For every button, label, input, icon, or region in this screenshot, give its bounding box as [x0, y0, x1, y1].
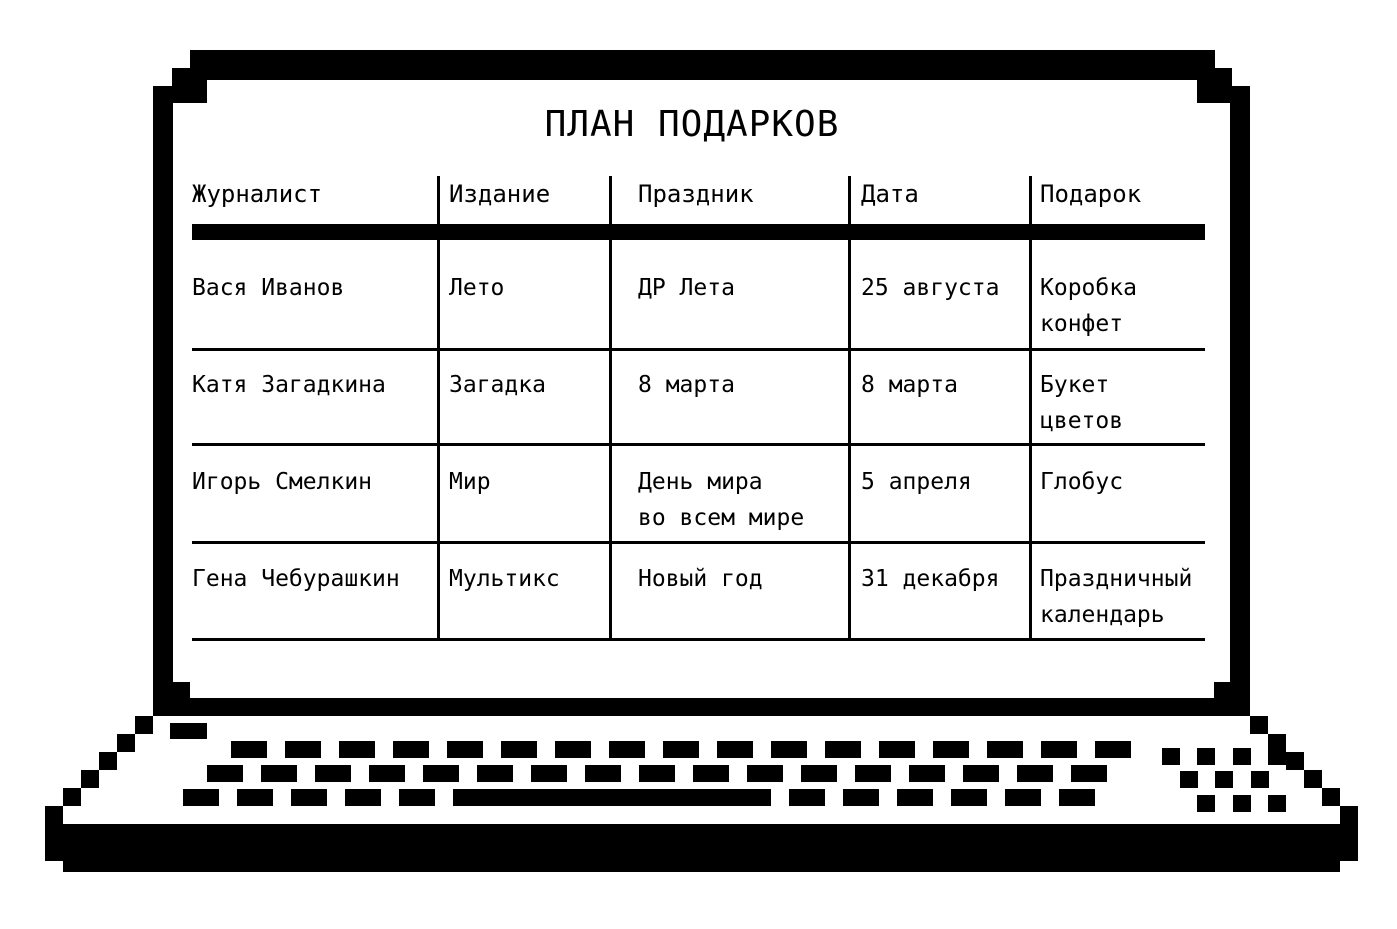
row-divider: [192, 638, 1205, 641]
deck-side-left: [45, 806, 63, 861]
table-cell: 8 марта: [638, 372, 735, 398]
table-cell: Игорь Смелкин: [192, 469, 373, 495]
row-divider: [192, 443, 1205, 446]
keyboard-key: [1017, 765, 1053, 782]
keyboard-key: [231, 741, 267, 758]
column-header: Дата: [861, 180, 919, 208]
table-cell: Глобус: [1040, 469, 1124, 495]
keyboard-key: [987, 741, 1023, 758]
keyboard-key: [1180, 771, 1198, 788]
column-header: Журналист: [192, 180, 323, 208]
table-cell: Вася Иванов: [192, 275, 345, 301]
keyboard-key: [933, 741, 969, 758]
keyboard-key: [1041, 741, 1077, 758]
page-title: ПЛАН ПОДАРКОВ: [544, 104, 840, 145]
screen-frame-corner-tr: [1197, 68, 1232, 103]
keyboard-key: [1197, 795, 1215, 812]
deck-base: [63, 824, 1340, 872]
row-divider: [192, 348, 1205, 351]
keyboard-key: [1162, 748, 1180, 765]
screen: [172, 100, 1212, 700]
keyboard-key: [285, 741, 321, 758]
deck-step-left-5: [63, 788, 81, 806]
screen-frame-left: [153, 86, 173, 716]
table-cell: ДР Лета: [638, 275, 735, 301]
column-header: Праздник: [638, 180, 754, 208]
keyboard-key: [825, 741, 861, 758]
table-cell: Гена Чебурашкин: [192, 566, 400, 592]
deck-step-left-1: [135, 716, 153, 734]
keyboard-key: [843, 789, 879, 806]
table-cell: Катя Загадкина: [192, 372, 386, 398]
keyboard-key: [897, 789, 933, 806]
table-cell: 25 августа: [861, 275, 1000, 301]
keyboard-key: [1215, 771, 1233, 788]
table-cell: Мультикс: [449, 566, 560, 592]
keyboard-key: [447, 741, 483, 758]
deck-step-left-2: [117, 734, 135, 752]
keyboard-key: [477, 765, 513, 782]
keyboard-key: [393, 741, 429, 758]
keyboard-key: [789, 789, 825, 806]
table-cell: 5 апреля: [861, 469, 972, 495]
deck-step-right-4: [1304, 770, 1322, 788]
keyboard-key: [237, 789, 273, 806]
keyboard-key: [501, 741, 537, 758]
deck-step-right-3: [1286, 752, 1304, 770]
keyboard-key: [609, 741, 645, 758]
keyboard-key: [951, 789, 987, 806]
column-header: Издание: [449, 180, 551, 208]
deck-indicator: [170, 723, 207, 739]
keyboard-key: [639, 765, 675, 782]
header-rule: [192, 224, 1205, 240]
column-header: Подарок: [1040, 180, 1142, 208]
keyboard-key: [801, 765, 837, 782]
table-cell: Букет цветов: [1040, 372, 1124, 434]
keyboard-key: [399, 789, 435, 806]
keyboard-key: [1233, 795, 1251, 812]
column-divider: [609, 176, 612, 641]
table-cell: День мира во всем мире: [638, 469, 805, 531]
table-cell: 8 марта: [861, 372, 958, 398]
table-cell: Мир: [449, 469, 491, 495]
keyboard-key: [1197, 748, 1215, 765]
keyboard-key: [771, 741, 807, 758]
keyboard-key: [963, 765, 999, 782]
deck-step-left-3: [99, 752, 117, 770]
keyboard-key: [909, 765, 945, 782]
column-divider: [848, 176, 851, 641]
keyboard-key: [1095, 741, 1131, 758]
table-cell: 31 декабря: [861, 566, 1000, 592]
column-divider: [1029, 176, 1032, 641]
screen-frame-corner-tl: [172, 68, 207, 103]
deck-step-right-5: [1322, 788, 1340, 806]
keyboard-key: [855, 765, 891, 782]
keyboard-key: [693, 765, 729, 782]
keyboard-key: [345, 789, 381, 806]
keyboard-key: [1071, 765, 1107, 782]
deck-step-right-1: [1250, 716, 1268, 734]
keyboard-key: [453, 789, 771, 806]
table-cell: Новый год: [638, 566, 763, 592]
keyboard-key: [1233, 748, 1251, 765]
table-cell: Коробка конфет: [1040, 275, 1137, 337]
keyboard-key: [291, 789, 327, 806]
keyboard-key: [1059, 789, 1095, 806]
keyboard-key: [747, 765, 783, 782]
screen-frame-right: [1230, 86, 1250, 716]
keyboard-key: [315, 765, 351, 782]
keyboard-key: [423, 765, 459, 782]
row-divider: [192, 541, 1205, 544]
keyboard-key: [555, 741, 591, 758]
table-cell: Праздничный календарь: [1040, 566, 1193, 628]
table-cell: Загадка: [449, 372, 546, 398]
screen-frame-top: [190, 50, 1215, 80]
keyboard-key: [369, 765, 405, 782]
keyboard-key: [1251, 771, 1269, 788]
keyboard-key: [1268, 748, 1286, 765]
deck-step-left-4: [81, 770, 99, 788]
keyboard-key: [1005, 789, 1041, 806]
keyboard-key: [207, 765, 243, 782]
keyboard-key: [339, 741, 375, 758]
keyboard-key: [531, 765, 567, 782]
keyboard-key: [261, 765, 297, 782]
keyboard-key: [879, 741, 915, 758]
keyboard-key: [1268, 795, 1286, 812]
keyboard-key: [717, 741, 753, 758]
keyboard-key: [663, 741, 699, 758]
screen-frame-bottom: [153, 698, 1250, 716]
table-cell: Лето: [449, 275, 505, 301]
column-divider: [437, 176, 440, 641]
keyboard-key: [585, 765, 621, 782]
deck-side-right: [1340, 806, 1358, 861]
keyboard-key: [183, 789, 219, 806]
